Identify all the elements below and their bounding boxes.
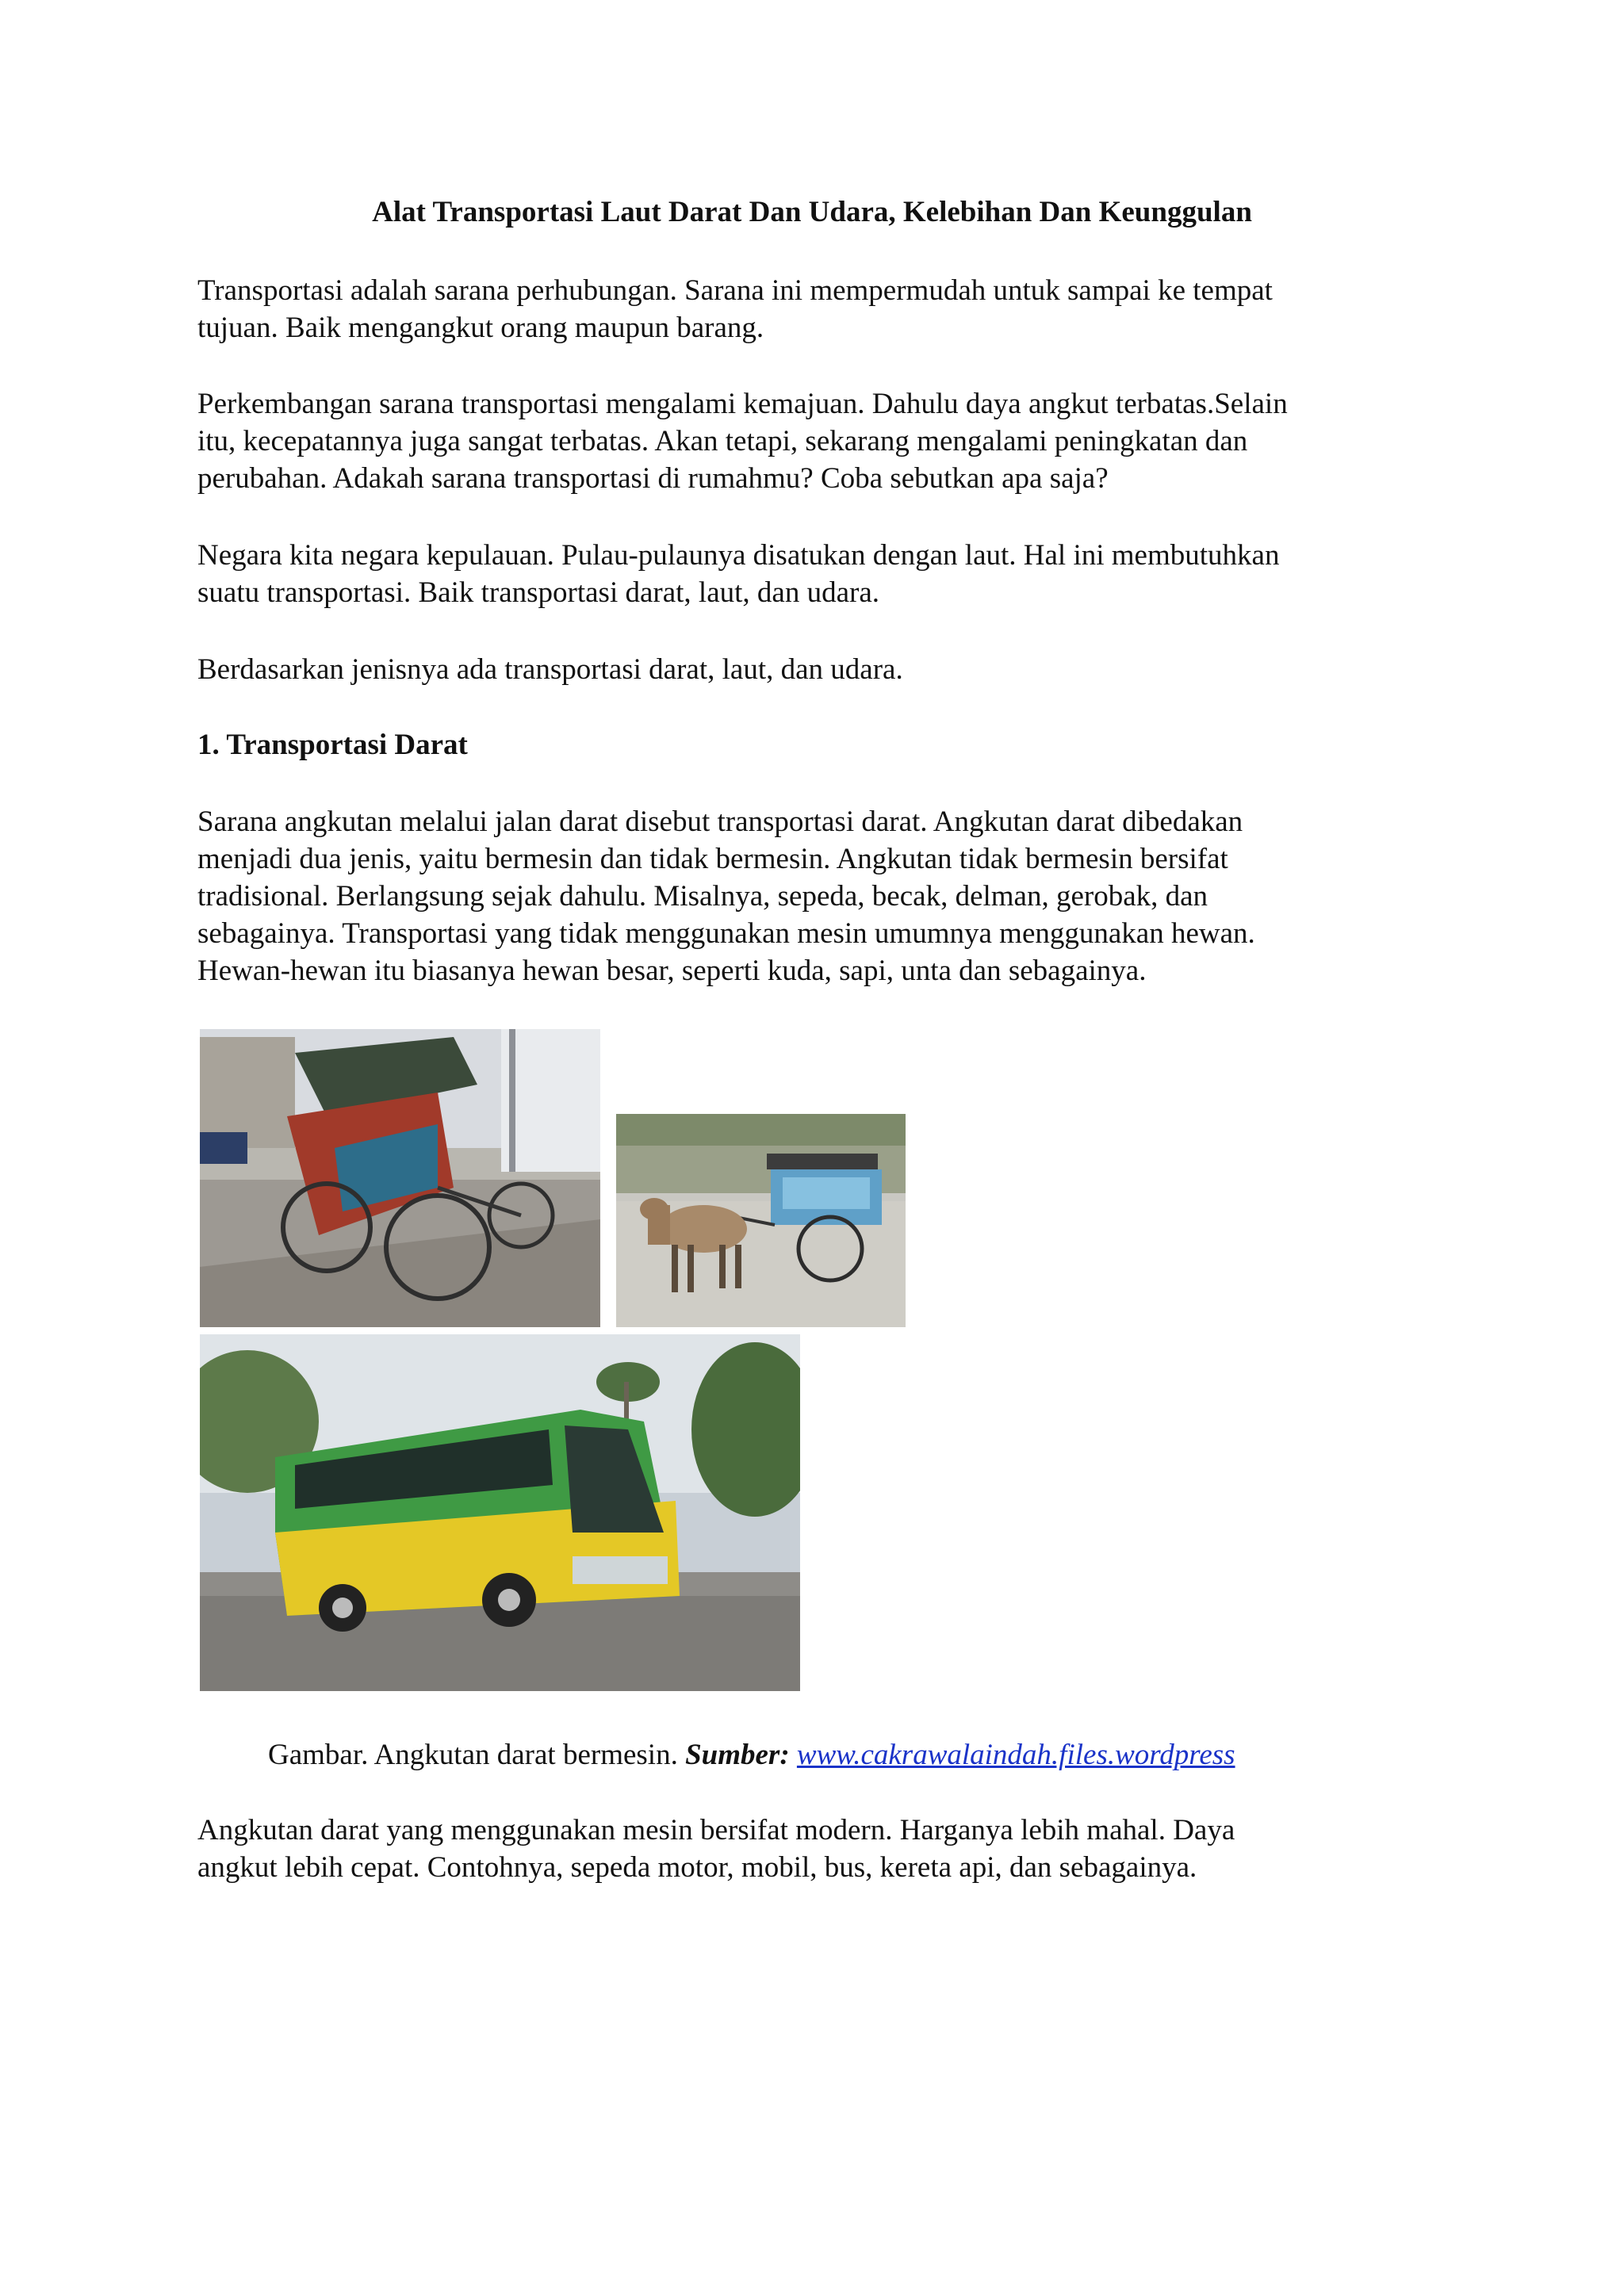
caption-source-label: Sumber:: [685, 1739, 790, 1771]
paragraph-line: itu, kecepatannya juga sangat terbatas. Akan tetapi, sekarang mengalami peningkatan dan: [197, 425, 1248, 457]
paragraph-line: menjadi dua jenis, yaitu bermesin dan tidak bermesin. Angkutan tidak bermesin bersifat: [197, 843, 1228, 875]
caption-text: Gambar. Angkutan darat bermesin.: [268, 1739, 678, 1771]
paragraph-2: [197, 385, 1411, 497]
paragraph-line: Perkembangan sarana transportasi mengalami kemajuan. Dahulu daya angkut terbatas.Selain: [197, 388, 1288, 420]
bus-photo: [200, 1334, 800, 1691]
paragraph-line: Hewan-hewan itu biasanya hewan besar, seperti kuda, sapi, unta dan sebagainya.: [197, 955, 1147, 987]
becak-photo: [200, 1029, 600, 1327]
paragraph-line: tujuan. Baik mengangkut orang maupun barang.: [197, 312, 764, 344]
document-title: Alat Transportasi Laut Darat Dan Udara, Kelebihan Dan Keunggulan: [372, 196, 1252, 228]
delman-photo: [616, 1114, 906, 1327]
paragraph-line: tradisional. Berlangsung sejak dahulu. Misalnya, sepeda, becak, delman, gerobak, dan: [197, 880, 1208, 913]
paragraph-line: sebagainya. Transportasi yang tidak menggunakan mesin umumnya menggunakan hewan.: [197, 917, 1255, 950]
section-paragraph: [197, 803, 1411, 989]
paragraph-line: suatu transportasi. Baik transportasi darat, laut, dan udara.: [197, 576, 879, 609]
paragraph-1: [197, 272, 1411, 346]
paragraph-line: Transportasi adalah sarana perhubungan. Sarana ini mempermudah untuk sampai ke tempat: [197, 274, 1273, 307]
paragraph-line: Sarana angkutan melalui jalan darat disebut transportasi darat. Angkutan darat dibedakan: [197, 806, 1243, 838]
closing-paragraph: [197, 1812, 1411, 1886]
paragraph-line: Berdasarkan jenisnya ada transportasi darat, laut, dan udara.: [197, 653, 903, 686]
section-heading: 1. Transportasi Darat: [197, 729, 468, 761]
paragraph-line: angkut lebih cepat. Contohnya, sepeda motor, mobil, bus, kereta api, dan sebagainya.: [197, 1851, 1197, 1884]
caption-source-link[interactable]: www.cakrawalaindah.files.wordpress: [796, 1739, 1235, 1771]
paragraph-4: [197, 651, 1411, 688]
paragraph-line: Angkutan darat yang menggunakan mesin bersifat modern. Harganya lebih mahal. Daya: [197, 1814, 1235, 1846]
paragraph-line: perubahan. Adakah sarana transportasi di rumahmu? Coba sebutkan apa saja?: [197, 462, 1109, 495]
paragraph-3: [197, 537, 1411, 611]
paragraph-line: Negara kita negara kepulauan. Pulau-pulaunya disatukan dengan laut. Hal ini membutuhkan: [197, 539, 1280, 572]
image-caption: [268, 1736, 1235, 1774]
